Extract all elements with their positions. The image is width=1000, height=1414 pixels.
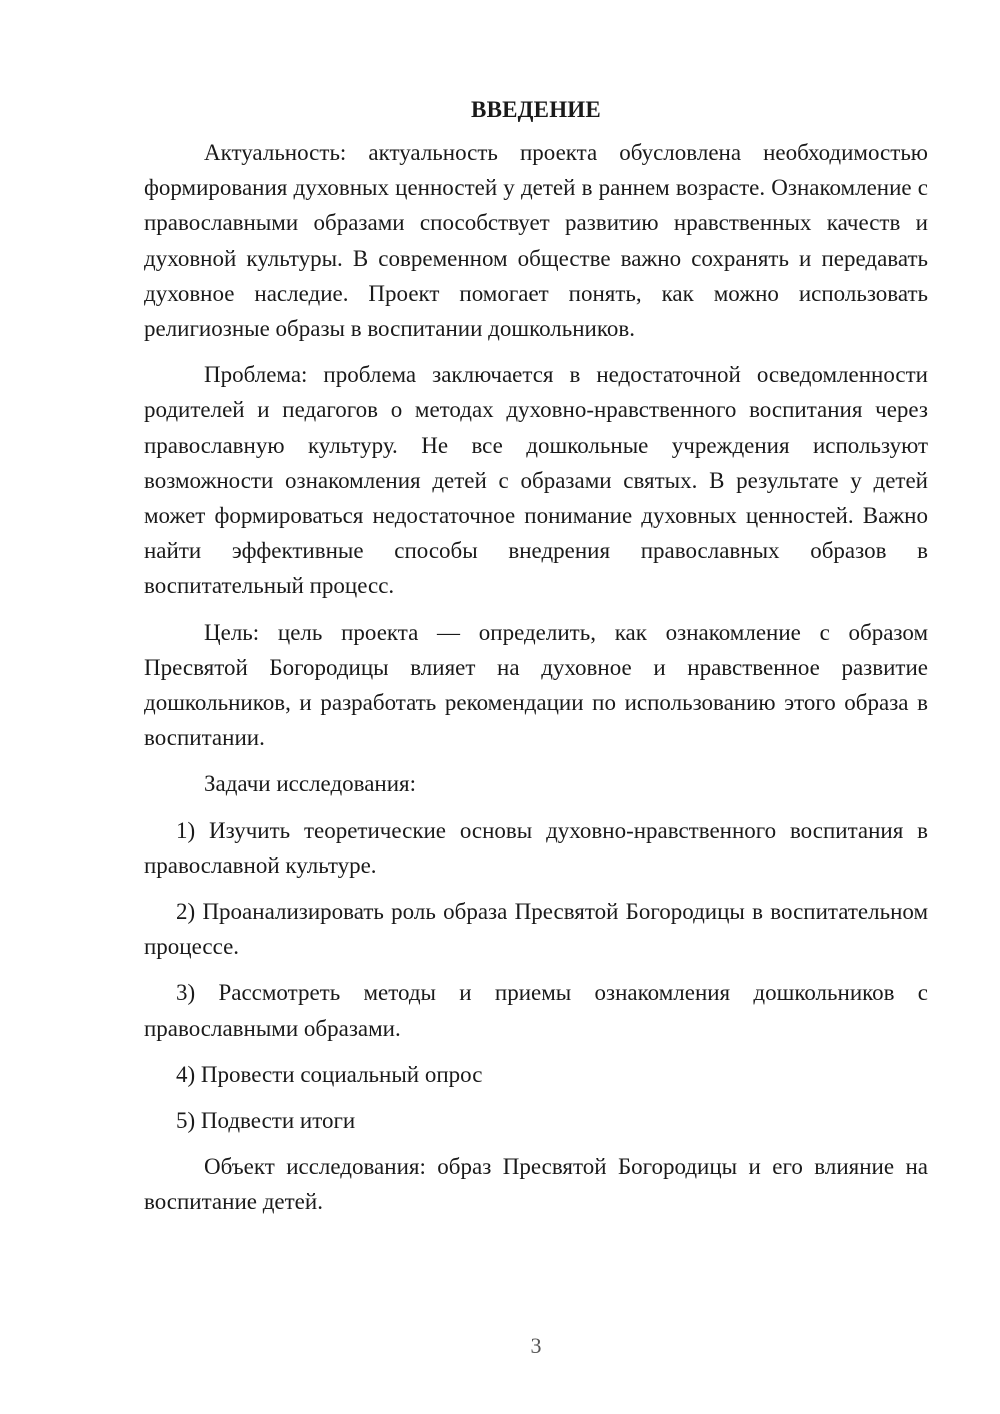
section-title: ВВЕДЕНИЕ <box>471 97 601 122</box>
relevance-paragraph: Актуальность: актуальность проекта обусловлена необходимостью формирования духовных ценностей у детей в раннем возрасте. Ознакомление с православными образами способствует развитию нравственных качеств и духовной культуры. В современном обществе важно сохранять и передавать духовное наследие. Проект помогает понять, как можно использовать религиозные образы в воспитании дошкольников. <box>144 140 928 342</box>
goal-paragraph: Цель: цель проекта — определить, как ознакомление с образом Пресвятой Богородицы влияет на духовное и нравственное развитие дошкольников, и разработать рекомендации по использованию этого образа в воспитании. <box>144 619 928 751</box>
object-paragraph: Объект исследования: образ Пресвятой Богородицы и его влияние на воспитание детей. <box>144 1154 928 1215</box>
task-item-5: 5) Подвести итоги <box>176 1108 356 1134</box>
task-item-2: 2) Проанализировать роль образа Пресвятой Богородицы в воспитательном процессе. <box>144 899 928 960</box>
task-item-3: 3) Рассмотреть методы и приемы ознакомления дошкольников с православными образами. <box>144 980 928 1041</box>
task-item-4: 4) Провести социальный опрос <box>176 1061 483 1087</box>
tasks-heading: Задачи исследования: <box>204 771 417 797</box>
problem-paragraph: Проблема: проблема заключается в недостаточной осведомленности родителей и педагогов о методах духовно-нравственного воспитания через православную культуру. Не все дошкольные учреждения используют возможности ознакомления детей с образами святых. В результате у детей может формироваться недостаточное понимание духовных ценностей. Важно найти эффективные способы внедрения православных образов в воспитательный процесс. <box>144 362 928 599</box>
task-item-1: 1) Изучить теоретические основы духовно-нравственного воспитания в православной культуре. <box>144 817 928 878</box>
document-body <box>144 92 928 1231</box>
page-number: 3 <box>530 1333 542 1358</box>
